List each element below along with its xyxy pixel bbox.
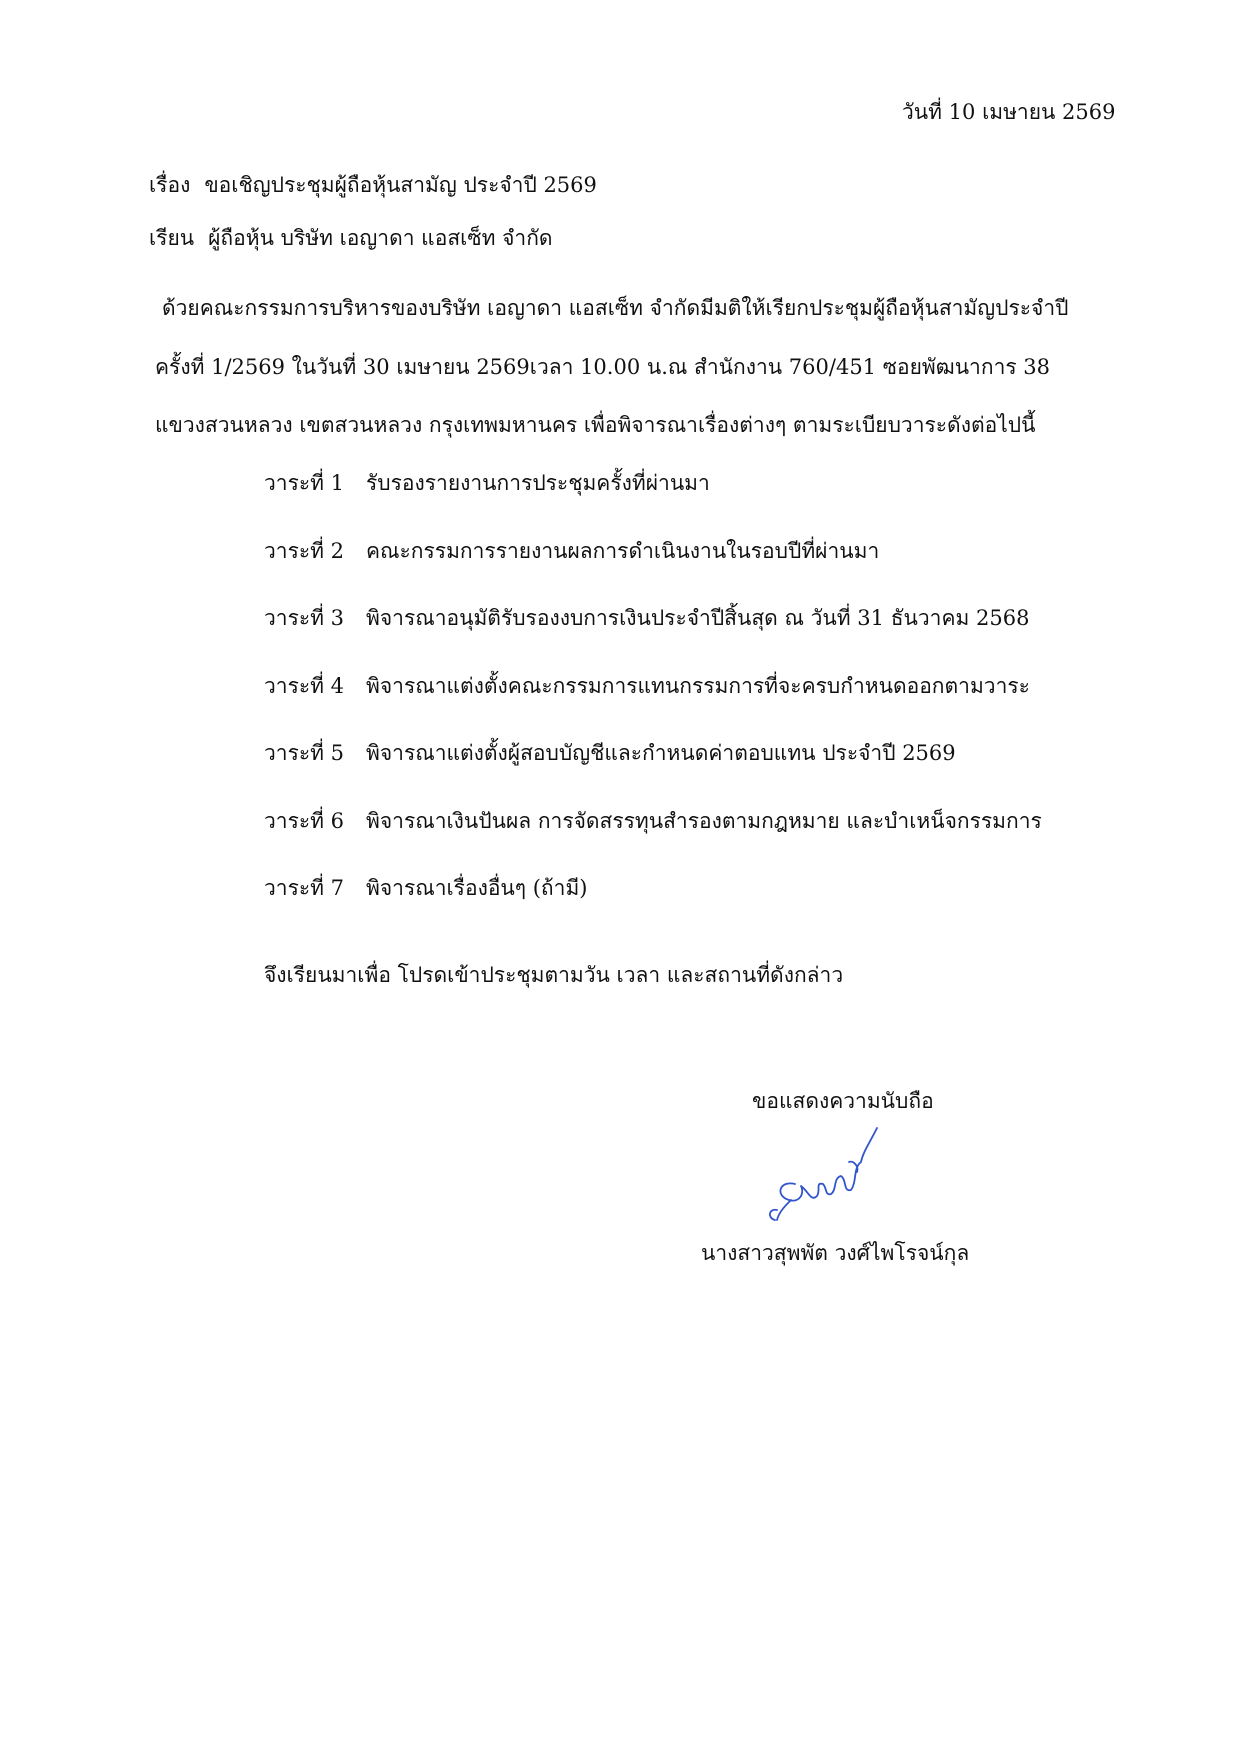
agenda-text: พิจารณาอนุมัติรับรองงบการเงินประจำปีสิ้นสุด ณ วันที่ 31 ธันวาคม 2568 [366, 606, 1030, 630]
agenda-item [264, 808, 1042, 879]
salutation-label: เรียน [149, 226, 195, 250]
handwritten-signature [765, 1122, 885, 1227]
body-line-2: ครั้งที่ 1/2569 ในวันที่ 30 เมษายน 2569เวลา 10.00 น.ณ สำนักงาน 760/451 ซอยพัฒนาการ 38 [155, 355, 1051, 379]
agenda-item [264, 538, 1042, 609]
subject-label: เรื่อง [149, 173, 191, 197]
agenda-text: รับรองรายงานการประชุมครั้งที่ผ่านมา [366, 471, 710, 495]
agenda-item [264, 473, 1042, 541]
agenda-text: พิจารณาแต่งตั้งผู้สอบบัญชีและกำหนดค่าตอบแทน ประจำปี 2569 [366, 741, 956, 765]
signer-name: นางสาวสุพพัต วงศ์ไพโรจน์กุล [701, 1241, 970, 1265]
letter-date: วันที่ 10 เมษายน 2569 [902, 100, 1116, 124]
closing-line: จึงเรียนมาเพื่อ โปรดเข้าประชุมตามวัน เวลา และสถานที่ดังกล่าว [264, 963, 844, 987]
salutation-text: ผู้ถือหุ้น บริษัท เอญาดา แอสเซ็ท จำกัด [208, 226, 553, 250]
agenda-number: วาระที่ 2 [264, 538, 345, 563]
agenda-text: คณะกรรมการรายงานผลการดำเนินงานในรอบปีที่ผ่านมา [366, 538, 880, 563]
agenda-item [264, 878, 1042, 946]
agenda-number: วาระที่ 6 [264, 808, 345, 833]
salutation-line [149, 228, 553, 249]
body-line-3: แขวงสวนหลวง เขตสวนหลวง กรุงเทพมหานคร เพื่อพิจารณาเรื่องต่างๆ ตามระเบียบวาระดังต่อไปนี้ [155, 413, 1036, 437]
agenda-number: วาระที่ 4 [264, 673, 345, 698]
agenda-item [264, 673, 1042, 744]
subject-text: ขอเชิญประชุมผู้ถือหุ้นสามัญ ประจำปี 2569 [204, 173, 597, 197]
agenda-number: วาระที่ 7 [264, 876, 345, 900]
regards-line: ขอแสดงความนับถือ [752, 1089, 934, 1113]
agenda-text: พิจารณาเรื่องอื่นๆ (ถ้ามี) [366, 876, 588, 900]
agenda-text: พิจารณาแต่งตั้งคณะกรรมการแทนกรรมการที่จะครบกำหนดออกตามวาระ [366, 673, 1030, 698]
agenda-list [264, 473, 1042, 946]
agenda-item [264, 608, 1042, 676]
body-line-1: ด้วยคณะกรรมการบริหารของบริษัท เอญาดา แอสเซ็ท จำกัดมีมติให้เรียกประชุมผู้ถือหุ้นสามัญประจำปี [162, 296, 1069, 320]
agenda-item [264, 743, 1042, 811]
agenda-number: วาระที่ 5 [264, 741, 345, 765]
subject-line [149, 175, 597, 196]
agenda-text: พิจารณาเงินปันผล การจัดสรรทุนสำรองตามกฎหมาย และบำเหน็จกรรมการ [366, 808, 1042, 833]
agenda-number: วาระที่ 3 [264, 606, 345, 630]
agenda-number: วาระที่ 1 [264, 471, 345, 495]
